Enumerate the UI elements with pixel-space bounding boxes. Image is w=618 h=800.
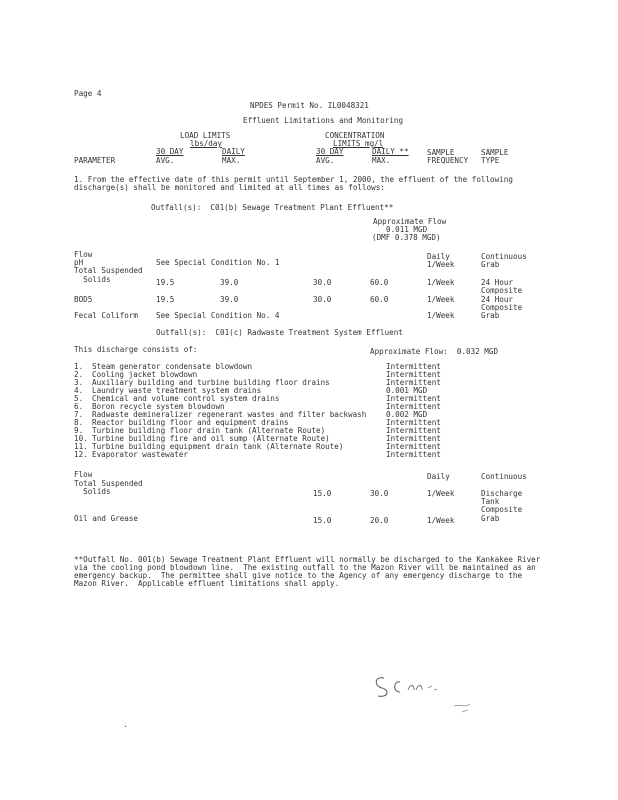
footnote-line-4: Mazon River. Applicable effluent limitations shall apply. xyxy=(74,579,340,588)
col-max-conc: MAX. xyxy=(372,156,391,165)
col-max-load: MAX. xyxy=(222,156,241,165)
val-daily-conc: 60.0 xyxy=(370,295,389,304)
permit-number: NPDES Permit No. IL0048321 xyxy=(250,101,369,110)
type: Composite xyxy=(481,505,523,514)
param: Total Suspended xyxy=(74,479,143,488)
handwritten-signature xyxy=(370,668,490,728)
param: Flow xyxy=(74,250,93,259)
item-number: 1. xyxy=(74,362,84,371)
param: Fecal Coliform xyxy=(74,311,139,320)
intro-line-2: discharge(s) shall be monitored and limited at all times as follows: xyxy=(74,183,385,192)
type: Continuous xyxy=(481,472,527,481)
type: Grab xyxy=(481,311,500,320)
freq: 1/Week xyxy=(427,311,455,320)
outfall-2-title: Outfall(s): C01(c) Radwaste Treatment System Effluent xyxy=(156,328,403,337)
item-number: 7. xyxy=(74,410,84,419)
item-text: Boron recycle system blowdown xyxy=(92,402,225,411)
item-text: Steam generator condensate blowdown xyxy=(92,362,253,371)
item-number: 10. xyxy=(74,434,88,443)
col-sample-2: SAMPLE xyxy=(481,148,509,157)
item-number: 3. xyxy=(74,378,84,387)
item-status: Intermittent xyxy=(386,442,441,451)
item-text: Cooling jacket blowdown xyxy=(92,370,198,379)
item-status: Intermittent xyxy=(386,426,441,435)
item-text: Auxiliary building and turbine building floor drains xyxy=(92,378,330,387)
item-status: Intermittent xyxy=(386,394,441,403)
type: Composite xyxy=(481,286,523,295)
col-sample: SAMPLE xyxy=(427,148,455,157)
load-limits-header: LOAD LIMITS xyxy=(180,131,231,140)
item-number: 8. xyxy=(74,418,84,427)
freq: Daily xyxy=(427,252,450,261)
item-status: 0.001 MGD xyxy=(386,386,428,395)
val-daily-conc: 60.0 xyxy=(370,278,389,287)
intro-line-1: 1. From the effective date of this permit until September 1, 2000, the effluent of the following xyxy=(74,175,513,184)
param: BOD5 xyxy=(74,295,93,304)
val-30day-load: 19.5 xyxy=(156,295,175,304)
item-text: Turbine building floor drain tank (Alternate Route) xyxy=(92,426,326,435)
type: 24 Hour xyxy=(481,295,514,304)
item-status: Intermittent xyxy=(386,434,441,443)
load-unit-header: lbs/day xyxy=(190,139,223,148)
page-number: Page 4 xyxy=(74,89,102,98)
outfall-2-consists: This discharge consists of: xyxy=(74,345,198,354)
type: Continuous xyxy=(481,252,527,261)
col-type: TYPE xyxy=(481,156,500,165)
val-30day-load: 19.5 xyxy=(156,278,175,287)
footnote-line-1: **Outfall No. 001(b) Sewage Treatment Plant Effluent will normally be discharged to the Kankakee River xyxy=(74,555,541,564)
val-daily-conc: 20.0 xyxy=(370,516,389,525)
item-text: Evaporator wastewater xyxy=(92,450,189,459)
item-number: 9. xyxy=(74,426,84,435)
param: Total Suspended xyxy=(74,266,143,275)
param: Solids xyxy=(74,275,111,284)
stray-mark: . xyxy=(123,720,128,729)
item-status: Intermittent xyxy=(386,378,441,387)
item-status: Intermittent xyxy=(386,370,441,379)
outfall-2-approx-flow: Approximate Flow: 0.032 MGD xyxy=(370,347,499,356)
conc-limits-header: CONCENTRATION xyxy=(325,131,385,140)
type: Grab xyxy=(481,260,500,269)
footnote-line-3: emergency backup. The permittee shall give notice to the Agency of any emergency discharge to the xyxy=(74,571,523,580)
note: See Special Condition No. 4 xyxy=(156,311,280,320)
col-frequency: FREQUENCY xyxy=(427,156,469,165)
type: Tank xyxy=(481,497,500,506)
freq: Daily xyxy=(427,472,450,481)
item-text: Radwaste demineralizer regenerant wastes and filter backwash xyxy=(92,410,367,419)
footnote-line-2: via the cooling pond blowdown line. The existing outfall to the Mazon River will be maintained as an xyxy=(74,563,536,572)
item-status: Intermittent xyxy=(386,402,441,411)
outfall-1-dmf: (DMF 0.378 MGD) xyxy=(372,233,441,242)
conc-unit-header: LIMITS mg/l xyxy=(333,139,384,148)
col-30day-load: 30 DAY xyxy=(156,147,184,156)
param: Oil and Grease xyxy=(74,514,139,523)
col-daily-conc: DAILY ** xyxy=(372,147,409,156)
freq: 1/Week xyxy=(427,278,455,287)
outfall-1-title: Outfall(s): C01(b) Sewage Treatment Plant Effluent** xyxy=(151,203,394,212)
freq: 1/Week xyxy=(427,489,455,498)
item-text: Turbine building equipment drain tank (Alternate Route) xyxy=(92,442,344,451)
item-text: Laundry waste treatment system drains xyxy=(92,386,262,395)
item-text: Turbine building fire and oil sump (Alternate Route) xyxy=(92,434,330,443)
val-daily-conc: 30.0 xyxy=(370,489,389,498)
type: Composite xyxy=(481,303,523,312)
type: Discharge xyxy=(481,489,523,498)
param: Flow xyxy=(74,470,93,479)
item-number: 5. xyxy=(74,394,84,403)
note: See Special Condition No. 1 xyxy=(156,258,280,267)
col-daily-load: DAILY xyxy=(222,147,245,156)
item-status: Intermittent xyxy=(386,418,441,427)
item-number: 6. xyxy=(74,402,84,411)
item-text: Chemical and volume control system drains xyxy=(92,394,280,403)
freq: 1/Week xyxy=(427,516,455,525)
freq: 1/Week xyxy=(427,295,455,304)
item-status: Intermittent xyxy=(386,450,441,459)
item-number: 2. xyxy=(74,370,84,379)
type: Grab xyxy=(481,514,500,523)
item-number: 12. xyxy=(74,450,88,459)
item-text: Reactor building floor and equipment drains xyxy=(92,418,289,427)
val-daily-load: 39.0 xyxy=(220,295,239,304)
item-status: Intermittent xyxy=(386,362,441,371)
col-avg-conc: AVG. xyxy=(316,156,335,165)
item-number: 11. xyxy=(74,442,88,451)
outfall-1-flow-value: 0.011 MGD xyxy=(386,225,428,234)
freq: 1/Week xyxy=(427,260,455,269)
val-30day-conc: 15.0 xyxy=(313,489,332,498)
type: 24 Hour xyxy=(481,278,514,287)
col-avg-load: AVG. xyxy=(156,156,175,165)
param: Solids xyxy=(74,487,111,496)
item-status: 0.002 MGD xyxy=(386,410,428,419)
outfall-1-approx-flow: Approximate Flow xyxy=(373,217,447,226)
val-30day-conc: 30.0 xyxy=(313,295,332,304)
val-30day-conc: 15.0 xyxy=(313,516,332,525)
val-daily-load: 39.0 xyxy=(220,278,239,287)
col-parameter: PARAMETER xyxy=(74,156,116,165)
document-title: Effluent Limitations and Monitoring xyxy=(243,116,404,125)
val-30day-conc: 30.0 xyxy=(313,278,332,287)
param: pH xyxy=(74,258,84,267)
col-30day-conc: 30 DAY xyxy=(316,147,344,156)
item-number: 4. xyxy=(74,386,84,395)
